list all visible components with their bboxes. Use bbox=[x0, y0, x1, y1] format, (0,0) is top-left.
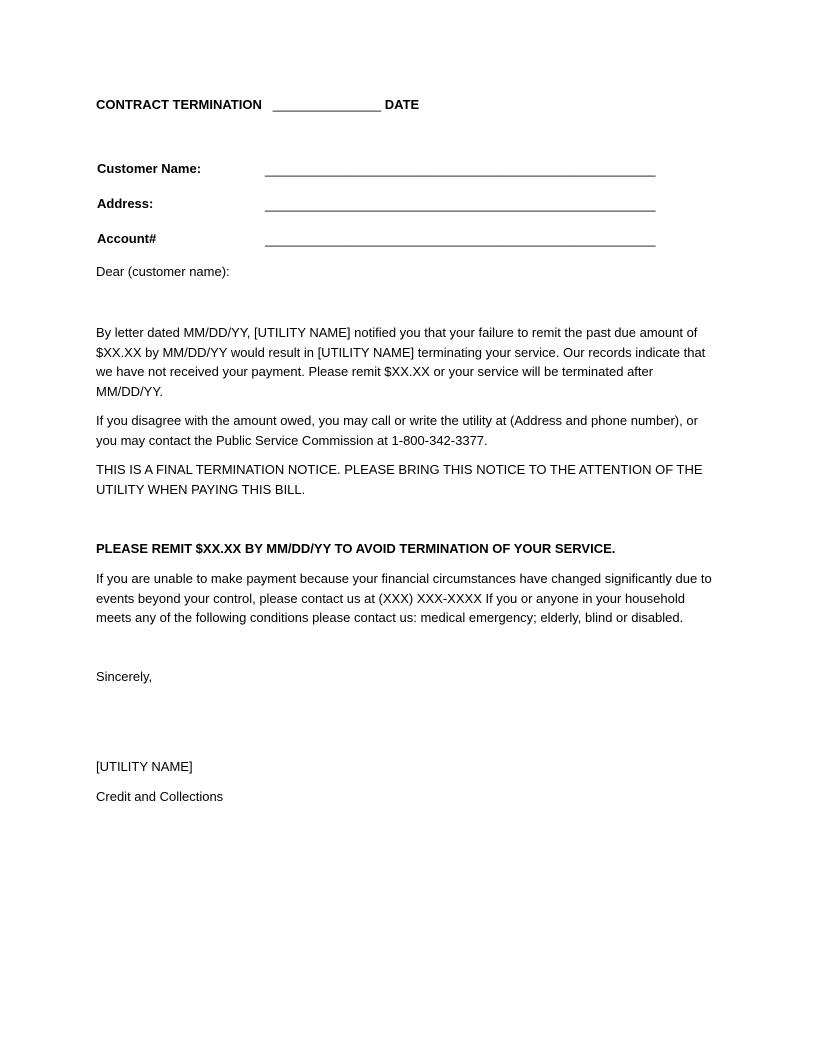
signature-department: Credit and Collections bbox=[96, 789, 224, 804]
paragraph-hardship: If you are unable to make payment because your financial circumstances have changed significantly due to events beyond your control, please contact us at (XXX) XXX-XXXX If you or anyone in your household meets any of the following conditions please contact us: medical emergency; elderly, blind or disabled. bbox=[96, 571, 712, 625]
document-header bbox=[96, 97, 419, 112]
customer-name-label: Customer Name: bbox=[97, 161, 202, 176]
closing: Sincerely, bbox=[96, 669, 153, 684]
address-label: Address: bbox=[97, 196, 154, 211]
remit-notice: PLEASE REMIT $XX.XX BY MM/DD/YY TO AVOID TERMINATION OF YOUR SERVICE. bbox=[96, 541, 616, 556]
account-line: ______________________________________________________ bbox=[265, 232, 656, 247]
header-date-label: DATE bbox=[384, 97, 420, 112]
paragraph-past-due: By letter dated MM/DD/YY, [UTILITY NAME] notified you that your failure to remit the past due amount of $XX.XX by MM/DD/YY would result in [UTILITY NAME] terminating your service. Our records indicate that we have not received your payment. Please remit $XX.XX or your service will be terminated after MM/DD/YY. bbox=[96, 325, 706, 399]
paragraph-dispute: If you disagree with the amount owed, you may call or write the utility at (Address and phone number), or you may contact the Public Service Commission at 1-800-342-3377. bbox=[96, 413, 698, 448]
header-title: CONTRACT TERMINATION bbox=[96, 97, 262, 112]
address-line: ______________________________________________________ bbox=[265, 197, 656, 212]
header-date-blank: _______________ bbox=[272, 97, 382, 112]
salutation: Dear (customer name): bbox=[96, 264, 230, 279]
account-label: Account# bbox=[97, 231, 157, 246]
customer-name-line: ______________________________________________________ bbox=[265, 162, 656, 177]
paragraph-final-notice: THIS IS A FINAL TERMINATION NOTICE. PLEASE BRING THIS NOTICE TO THE ATTENTION OF THE UTILITY WHEN PAYING THIS BILL. bbox=[96, 462, 703, 497]
signature-name: [UTILITY NAME] bbox=[96, 759, 193, 774]
